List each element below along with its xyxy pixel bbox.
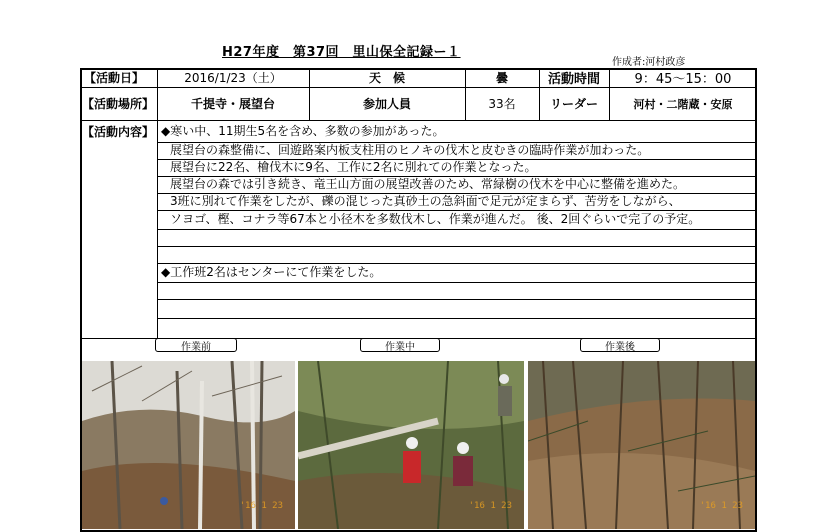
content-line: ◆工作班2名はセンターにて作業をした。: [161, 265, 382, 279]
leader-value: 河村・二階蔵・安原: [633, 97, 733, 111]
content-label: 【活動内容】: [82, 124, 155, 139]
content-rule: [157, 229, 757, 230]
content-rule: [157, 282, 757, 283]
participants-value: 33名: [488, 97, 516, 111]
participants-label: 参加人員: [362, 97, 411, 111]
place-value: 千提寺・展望台: [190, 97, 275, 111]
photo-after: '16 1 23: [528, 361, 755, 529]
weather-label: 天 候: [368, 71, 405, 85]
content-line: 展望台の森では引き続き、竜王山方面の展望改善のため、常緑樹の伐木を中心に整備を進めた。: [170, 177, 686, 191]
content-line: ソヨゴ、樫、コナラ等67本と小径木を多数伐木し、作業が進んだ。 後、2回ぐらいで完了の予定。: [170, 212, 701, 226]
content-rule: [157, 299, 757, 300]
content-rule: [157, 246, 757, 247]
content-line: 3班に別れて作業をしたが、礫の混じった真砂土の急斜面で足元が定まらず、苦労をしながら、: [170, 194, 681, 208]
content-line: ◆寒い中、11期生5名を含め、多数の参加があった。: [161, 124, 445, 138]
date-label: 【活動日】: [84, 71, 145, 85]
time-value: 9：45～15：00: [634, 72, 732, 87]
report-title: H27年度 第37回 里山保全記録ー１: [222, 45, 461, 60]
time-label: 活動時間: [547, 72, 600, 87]
row-divider: [80, 120, 757, 121]
photo-caption-before: 作業前: [155, 338, 237, 352]
photo-caption-after: 作業後: [580, 338, 660, 352]
date-value: 2016/1/23（土）: [184, 71, 282, 85]
photo-during: '16 1 23: [298, 361, 524, 529]
author-label: 作成者:河村政彦: [612, 57, 686, 68]
content-line: 展望台に22名、檜伐木に9名、工作に2名に別れての作業となった。: [170, 160, 537, 174]
content-line: 展望台の森整備に、回遊路案内板支柱用のヒノキの伐木と皮むきの臨時作業が加わった。: [170, 143, 650, 157]
content-rule: [157, 318, 757, 319]
place-label: 【活動場所】: [82, 97, 155, 111]
weather-value: 曇: [495, 71, 508, 85]
photo-caption-during: 作業中: [360, 338, 440, 352]
photo-before: '16 1 23: [82, 361, 295, 529]
leader-label: リーダー: [549, 97, 598, 111]
